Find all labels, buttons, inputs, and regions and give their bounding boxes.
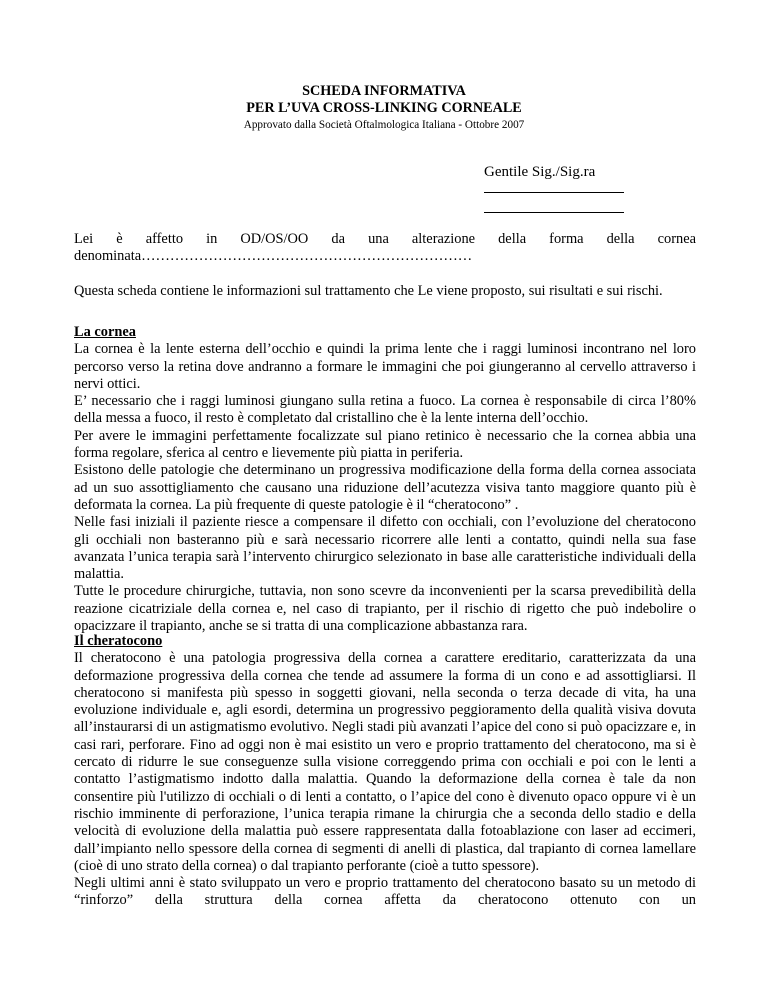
section-heading: Il cheratocono [74, 633, 163, 649]
intro-paragraph [74, 283, 696, 300]
document-title: SCHEDA INFORMATIVA [302, 83, 466, 99]
greeting: Gentile Sig./Sig.ra [484, 164, 596, 180]
approval-note: Approvato dalla Società Oftalmologica Italiana - Ottobre 2007 [243, 119, 525, 131]
name-blank-line [484, 212, 624, 213]
section-heading: La cornea [74, 324, 136, 340]
patient-intro [74, 231, 696, 266]
paragraph: Tutte le procedure chirurgiche, tuttavia, non sono scevre da inconvenienti per la scarsa prevedibilità della reazione cicatriziale della cornea e, nel caso di trapianto, per il rischio di rigetto che può indebolire o opacizzare il trapianto, anche se si tratta di una complicazione abbastanza rara. [74, 583, 696, 635]
paragraph: Il cheratocono è una patologia progressiva della cornea a carattere ereditario, caratterizzata da una deformazione progressiva della cornea che tende ad assumere la forma di un cono e ad assottigliarsi. Il cheratocono si manifesta più spesso in soggetti giovani, nella seconda o terza decade di vita, ha una evoluzione individuale e, agli esordi, determina un progressivo peggioramento della qualità visiva dovuta all’instaurarsi di un astigmatismo evolutivo. Negli stadi più avanzati l’apice del cono si può opacizzare e, in casi rari, perforare. Fino ad oggi non è mai esistito un vero e proprio trattamento del cheratocono, ma si è cercato di ridurre le sue conseguenze sulla visione correggendo prima con occhiali e poi con le lenti a contatto l’astigmatismo indotto dalla malattia. Quando la deformazione della cornea è tale da non consentire più l'utilizzo di occhiali o di lenti a contatto, o l’apice del cono è divenuto opaco oppure vi è un rischio imminente di perforazione, l’unica terapia rimane la chirurgia che a seconda dello stadio e della velocità di evoluzione della malattia può essere rappresentata dalla fotoablazione con laser ad eccimeri, dall’impianto nello spessore della cornea di segmenti di anelli di plastica, dal trapianto di cornea lamellare (cioè di uno strato della cornea) o dal trapianto perforante (cioè a tutto spessore). [74, 650, 696, 874]
paragraph: Nelle fasi iniziali il paziente riesce a compensare il difetto con occhiali, con l’evoluzione del cheratocono gli occhiali non basteranno più e sarà necessario ricorrere alle lenti a contatto, quindi nella sua fase avanzata l’unica terapia sarà l’intervento chirurgico selezionato in base alle caratteristiche individuali della malattia. [74, 514, 696, 583]
paragraph: Per avere le immagini perfettamente focalizzate sul piano retinico è necessario che la cornea abbia una forma regolare, sferica al centro e lievemente più piatta in periferia. [74, 427, 696, 462]
paragraph: Esistono delle patologie che determinano un progressiva modificazione della forma della cornea associata ad un suo assottigliamento che causano una riduzione dell’acutezza visiva tanto maggiore quanto più è deformata la cornea. La più frequente di queste patologie è il “cheratocono” . [74, 462, 696, 513]
patient-intro-line2: denominata…………………………………………………………… [74, 248, 473, 265]
document-title-line2: PER L’UVA CROSS-LINKING CORNEALE [246, 100, 522, 116]
paragraph: La cornea è la lente esterna dell’occhio e quindi la prima lente che i raggi luminosi incontrano nel loro percorso verso la retina dove andranno a formare le immagini che poi giungeranno al cervello attraverso i nervi ottici. [74, 341, 696, 392]
patient-intro-line1: Lei è affetto in OD/OS/OO da una alterazione della forma della cornea [74, 231, 696, 247]
section-cheratocono [74, 633, 696, 910]
paragraph: E’ necessario che i raggi luminosi giungano sulla retina a fuoco. La cornea è responsabile di circa l’80% della messa a fuoco, il resto è completato dal cristallino che è la lente interna dell’occhio. [74, 393, 696, 427]
paragraph: Negli ultimi anni è stato sviluppato un vero e proprio trattamento del cheratocono basato su un metodo di “rinforzo” della struttura della cornea affetta da cheratocono ottenuto con un [74, 875, 696, 909]
section-cornea [74, 324, 696, 635]
intro-text: Questa scheda contiene le informazioni sul trattamento che Le viene proposto, sui risultati e sui rischi. [74, 283, 663, 299]
name-blank-line [484, 192, 624, 193]
